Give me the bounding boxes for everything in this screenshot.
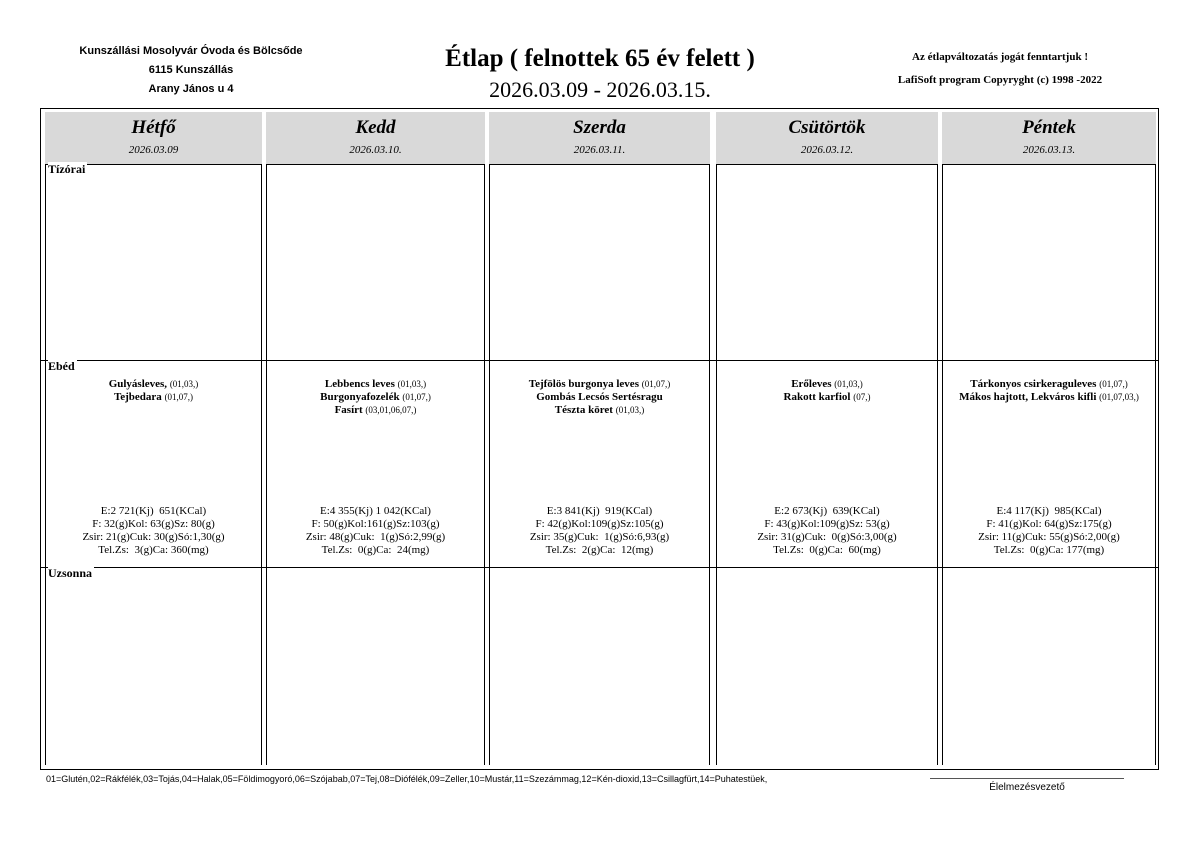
lunch-dishes: [266, 378, 485, 417]
dish-name: Tejbedara: [113, 391, 162, 403]
dish-name: Rakott karfiol: [783, 391, 851, 403]
nutrition-info: [489, 505, 710, 557]
allergen-legend: 01=Glutén,02=Rákfélék,03=Tojás,04=Halak,05=Földimogyoró,06=Szójabab,07=Tej,08=Diófélék,09=Zeller,10=Mustár,11=Szezámmag,12=Kén-dioxid,13=Csillagfürt,14=Puhatestüek,: [46, 774, 768, 784]
dish-name: Burgonyafozelék: [320, 391, 400, 403]
dish-item: [266, 378, 485, 391]
menu-grid: [40, 108, 1159, 770]
dish-name: Lebbencs leves: [324, 378, 395, 390]
nutrition-line: F: 42(g)Kol:109(g)Sz:105(g): [535, 518, 664, 530]
dish-item: [942, 378, 1156, 391]
lunch-dishes: [45, 378, 262, 404]
nutrition-line: F: 32(g)Kol: 63(g)Sz: 80(g): [92, 518, 215, 530]
nutrition-line: Tel.Zs: 3(g)Ca: 360(mg): [98, 544, 209, 556]
column-border: [1155, 112, 1156, 765]
dish-item: [942, 391, 1156, 404]
organization-info: [60, 42, 322, 99]
lunch-dishes: [489, 378, 710, 417]
day-name: Péntek: [1022, 117, 1076, 138]
dish-item: [716, 391, 938, 404]
right-notice: [850, 46, 1150, 92]
nutrition-line: Zsir: 11(g)Cuk: 55(g)Só:2,00(g): [978, 531, 1120, 543]
day-header: [266, 112, 485, 165]
nutrition-info: [942, 505, 1156, 557]
dish-allergens: (01,07,): [164, 392, 194, 402]
column-border: [709, 112, 710, 765]
org-name: Kunszállási Mosolyvár Óvoda és Bölcsőde: [79, 45, 303, 57]
dish-name: Mákos hajtott, Lekváros kifli: [959, 391, 1097, 403]
dish-item: [716, 378, 938, 391]
org-city: 6115 Kunszállás: [148, 64, 234, 76]
day-header: [942, 112, 1156, 165]
dish-allergens: (03,01,06,07,): [365, 405, 417, 415]
nutrition-line: E:4 117(Kj) 985(KCal): [996, 505, 1102, 517]
page-title: Étlap ( felnottek 65 év felett ): [445, 45, 755, 72]
dish-item: [489, 378, 710, 391]
org-address: Arany János u 4: [148, 83, 234, 95]
signature-label: Élelmezésvezető: [989, 782, 1065, 793]
dish-name: Tészta köret: [554, 404, 613, 416]
nutrition-info: [266, 505, 485, 557]
dish-item: [489, 391, 710, 404]
day-date: 2026.03.10.: [349, 144, 402, 156]
dish-allergens: (01,03,): [397, 379, 427, 389]
nutrition-info: [716, 505, 938, 557]
title-block: [380, 42, 820, 104]
section-label-tizorai: Tízórai: [48, 162, 86, 176]
day-column: [942, 112, 1156, 765]
day-header: [45, 112, 262, 165]
column-border: [484, 112, 485, 765]
nutrition-line: Zsir: 21(g)Cuk: 30(g)Só:1,30(g): [82, 531, 225, 543]
nutrition-info: [45, 505, 262, 557]
day-column: [716, 112, 938, 765]
dish-allergens: (01,07,03,): [1099, 392, 1139, 402]
dish-name: Tejfölös burgonya leves: [528, 378, 639, 390]
column-border: [45, 112, 46, 765]
nutrition-line: Tel.Zs: 0(g)Ca: 177(mg): [993, 544, 1105, 556]
dish-item: [45, 378, 262, 391]
dish-name: Gulyásleves,: [108, 378, 168, 390]
day-date: 2026.03.11.: [573, 144, 626, 156]
date-range: 2026.03.09 - 2026.03.15.: [489, 77, 711, 102]
nutrition-line: E:4 355(Kj) 1 042(KCal): [320, 505, 431, 517]
nutrition-line: F: 41(g)Kol: 64(g)Sz:175(g): [986, 518, 1112, 530]
section-label-ebed: Ebéd: [48, 359, 75, 373]
section-divider-uzsonna: [41, 567, 1158, 568]
dish-item: [489, 404, 710, 417]
section-label-uzsonna: Uzsonna: [48, 566, 93, 580]
dish-name: Tárkonyos csirkeraguleves: [970, 378, 1097, 390]
lunch-dishes: [716, 378, 938, 404]
column-border: [489, 112, 490, 765]
dish-allergens: (01,07,): [402, 392, 431, 402]
dish-allergens: (01,03,): [169, 379, 199, 389]
nutrition-line: Zsir: 31(g)Cuk: 0(g)Só:3,00(g): [757, 531, 897, 543]
dish-allergens: (01,03,): [834, 379, 863, 389]
day-name: Hétfő: [131, 117, 176, 138]
nutrition-line: Zsir: 35(g)Cuk: 1(g)Só:6,93(g): [529, 531, 670, 543]
day-name: Szerda: [573, 117, 626, 138]
dish-item: [266, 391, 485, 404]
column-border: [261, 112, 262, 765]
nutrition-line: Zsir: 48(g)Cuk: 1(g)Só:2,99(g): [305, 531, 446, 543]
nutrition-line: E:3 841(Kj) 919(KCal): [546, 505, 653, 517]
nutrition-line: F: 43(g)Kol:109(g)Sz: 53(g): [764, 518, 890, 530]
dish-allergens: (07,): [853, 392, 871, 402]
nutrition-line: F: 50(g)Kol:161(g)Sz:103(g): [311, 518, 440, 530]
column-border: [266, 112, 267, 765]
change-notice: Az étlapváltozatás jogát fenntartjuk !: [912, 51, 1088, 63]
day-date: 2026.03.12.: [800, 144, 854, 156]
day-column: [266, 112, 485, 765]
dish-name: Fasírt: [334, 404, 363, 416]
nutrition-line: E:2 673(Kj) 639(KCal): [774, 505, 880, 517]
dish-name: Erőleves: [791, 378, 832, 390]
column-border: [937, 112, 938, 765]
column-border: [716, 112, 717, 765]
day-date: 2026.03.09: [128, 144, 179, 156]
dish-allergens: (01,03,): [615, 405, 645, 415]
nutrition-line: E:2 721(Kj) 651(KCal): [100, 505, 207, 517]
dish-allergens: (01,07,): [641, 379, 671, 389]
day-column: [45, 112, 262, 765]
dish-name: Gombás Lecsós Sertésragu: [536, 391, 663, 403]
nutrition-line: Tel.Zs: 0(g)Ca: 24(mg): [321, 544, 430, 556]
dish-item: [45, 391, 262, 404]
day-name: Csütörtök: [788, 117, 866, 138]
lunch-dishes: [942, 378, 1156, 404]
column-border: [942, 112, 943, 765]
copyright-text: LafiSoft program Copyryght (c) 1998 -2022: [897, 74, 1103, 86]
day-column: [489, 112, 710, 765]
dish-item: [266, 404, 485, 417]
day-name: Kedd: [355, 117, 396, 138]
dish-allergens: (01,07,): [1099, 379, 1128, 389]
nutrition-line: Tel.Zs: 2(g)Ca: 12(mg): [545, 544, 654, 556]
day-date: 2026.03.13.: [1022, 144, 1076, 156]
section-divider-ebed: [41, 360, 1158, 361]
day-header: [716, 112, 938, 165]
nutrition-line: Tel.Zs: 0(g)Ca: 60(mg): [773, 544, 881, 556]
day-header: [489, 112, 710, 165]
signature-line: [930, 778, 1124, 779]
